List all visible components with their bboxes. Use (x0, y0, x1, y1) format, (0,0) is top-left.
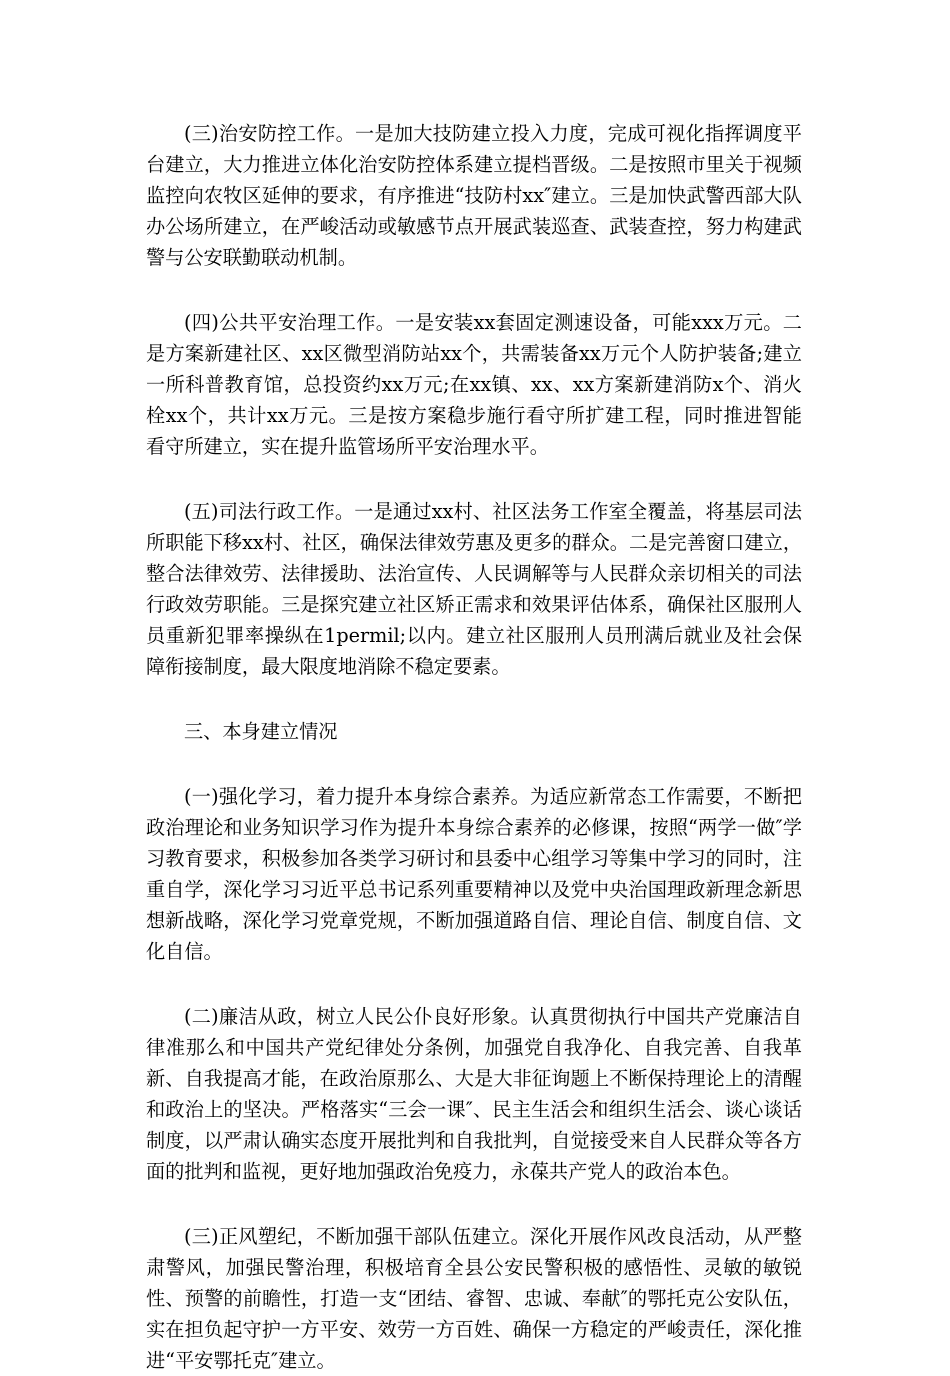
paragraph-public-safety: (四)公共平安治理工作。一是安装xx套固定测速设备，可能xxx万元。二是方案新建社区、xx区微型消防站xx个，共需装备xx万元个人防护装备;建立一所科普教育馆，总投资约xx万元;在xx镇、xx、xx方案新建消防x个、消火栓xx个，共计xx万元。三是按方案稳步施行看守所扩建工程，同时推进智能看守所建立，实在提升监管场所平安治理水平。 (146, 311, 802, 458)
paragraph-discipline: (三)正风塑纪，不断加强干部队伍建立。深化开展作风改良活动，从严整肃警风，加强民警治理，积极培育全县公安民警积极的感悟性、灵敏的敏锐性、预警的前瞻性，打造一支“团结、睿智、忠诚、奉献″的鄂托克公安队伍，实在担负起守护一方平安、效劳一方百姓、确保一方稳定的严峻责任，深化推进“平安鄂托克″建立。 (146, 1225, 802, 1372)
paragraph-judicial-admin: (五)司法行政工作。一是通过xx村、社区法务工作室全覆盖，将基层司法所职能下移xx村、社区，确保法律效劳惠及更多的群众。二是完善窗口建立，整合法律效劳、法律援助、法治宣传、人民调解等与人民群众亲切相关的司法行政效劳职能。三是探究建立社区矫正需求和效果评估体系，确保社区服刑人员重新犯罪率操纵在1permil;以内。建立社区服刑人员刑满后就业及社会保障衔接制度，最大限度地消除不稳定要素。 (146, 500, 802, 678)
paragraph-study: (一)强化学习，着力提升本身综合素养。为适应新常态工作需要，不断把政治理论和业务知识学习作为提升本身综合素养的必修课，按照“两学一做″学习教育要求，积极参加各类学习研讨和县委中心组学习等集中学习的同时，注重自学，深化学习习近平总书记系列重要精神以及党中央治国理政新理念新思想新战略，深化学习党章党规，不断加强道路自信、理论自信、制度自信、文化自信。 (146, 785, 802, 963)
paragraph-security-prevention: (三)治安防控工作。一是加大技防建立投入力度，完成可视化指挥调度平台建立，大力推进立体化治安防控体系建立提档晋级。二是按照市里关于视频监控向农牧区延伸的要求，有序推进“技防村xx″建立。三是加快武警西部大队办公场所建立，在严峻活动或敏感节点开展武装巡查、武装查控，努力构建武警与公安联勤联动机制。 (146, 122, 802, 269)
section-heading: 三、本身建立情况 (184, 720, 338, 743)
paragraph-integrity: (二)廉洁从政，树立人民公仆良好形象。认真贯彻执行中国共产党廉洁自律准那么和中国共产党纪律处分条例，加强党自我净化、自我完善、自我革新、自我提高才能，在政治原那么、大是大非征询题上不断保持理论上的清醒和政治上的坚决。严格落实“三会一课″、民主生活会和组织生活会、谈心谈话制度，以严肃认确实态度开展批判和自我批判，自觉接受来自人民群众等各方面的批判和监视，更好地加强政治免疫力，永葆共产党人的政治本色。 (146, 1005, 802, 1183)
